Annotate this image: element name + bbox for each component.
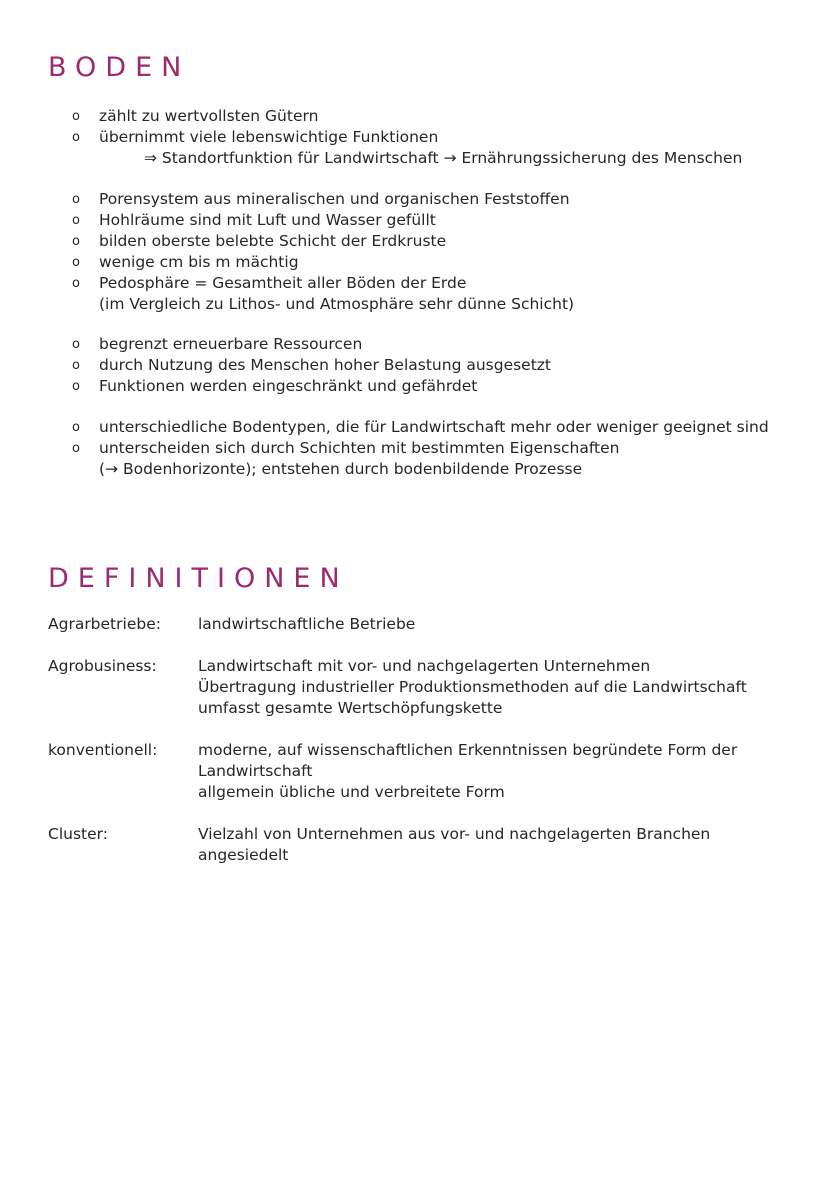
list-item-note: (im Vergleich zu Lithos- und Atmosphäre sehr dünne Schicht) bbox=[99, 295, 575, 313]
list-item: o wenige cm bis m mächtig bbox=[72, 252, 802, 273]
boden-heading: BODEN bbox=[48, 52, 191, 83]
definition-term: Cluster: bbox=[48, 825, 108, 843]
boden-list-3 bbox=[72, 334, 802, 397]
definition-line: Übertragung industrieller Produktionsmethoden auf die Landwirtschaft bbox=[198, 678, 747, 696]
boden-list-2 bbox=[72, 189, 802, 315]
definition-description bbox=[198, 656, 788, 719]
definition-term: Agrobusiness: bbox=[48, 657, 157, 675]
definition-description bbox=[198, 614, 788, 635]
list-item-text: unterscheiden sich durch Schichten mit bestimmten Eigenschaften bbox=[99, 439, 620, 457]
definition-line: Landwirtschaft mit vor- und nachgelagerten Unternehmen bbox=[198, 657, 651, 675]
list-item: o Porensystem aus mineralischen und organischen Feststoffen bbox=[72, 189, 802, 210]
definition-term: konventionell: bbox=[48, 741, 158, 759]
definitions-list bbox=[48, 614, 788, 887]
definition-line: allgemein übliche und verbreitete Form bbox=[198, 783, 505, 801]
boden-list-4 bbox=[72, 417, 802, 480]
definition-konventionell bbox=[48, 740, 788, 803]
definition-cluster bbox=[48, 824, 788, 866]
definitionen-heading: DEFINITIONEN bbox=[48, 563, 349, 594]
definition-agrarbetriebe bbox=[48, 614, 788, 635]
list-item: o bilden oberste belebte Schicht der Erdkruste bbox=[72, 231, 802, 252]
list-item: o Hohlräume sind mit Luft und Wasser gefüllt bbox=[72, 210, 802, 231]
definition-description bbox=[198, 824, 788, 866]
list-item-text: übernimmt viele lebenswichtige Funktionen bbox=[99, 128, 439, 146]
list-item: o Funktionen werden eingeschränkt und gefährdet bbox=[72, 376, 802, 397]
definition-line: landwirtschaftliche Betriebe bbox=[198, 615, 416, 633]
list-item: o durch Nutzung des Menschen hoher Belastung ausgesetzt bbox=[72, 355, 802, 376]
definition-line: Vielzahl von Unternehmen aus vor- und nachgelagerten Branchen angesiedelt bbox=[198, 825, 711, 864]
definition-term: Agrarbetriebe: bbox=[48, 615, 161, 633]
list-item: o begrenzt erneuerbare Ressourcen bbox=[72, 334, 802, 355]
list-item bbox=[72, 273, 802, 315]
boden-list-1 bbox=[72, 106, 802, 169]
list-item-text: Pedosphäre = Gesamtheit aller Böden der Erde bbox=[99, 274, 467, 292]
list-item: o unterschiedliche Bodentypen, die für Landwirtschaft mehr oder weniger geeignet sind bbox=[72, 417, 802, 438]
definition-line: umfasst gesamte Wertschöpfungskette bbox=[198, 699, 503, 717]
list-item: o zählt zu wertvollsten Gütern bbox=[72, 106, 802, 127]
list-item bbox=[72, 127, 802, 169]
sub-point: ⇒ Standortfunktion für Landwirtschaft → Ernährungssicherung des Menschen bbox=[144, 149, 743, 167]
definition-agrobusiness bbox=[48, 656, 788, 719]
definition-description bbox=[198, 740, 788, 803]
list-item-note: (→ Bodenhorizonte); entstehen durch bodenbildende Prozesse bbox=[99, 460, 583, 478]
definition-line: moderne, auf wissenschaftlichen Erkenntnissen begründete Form der Landwirtschaft bbox=[198, 741, 738, 780]
list-item bbox=[72, 438, 802, 480]
